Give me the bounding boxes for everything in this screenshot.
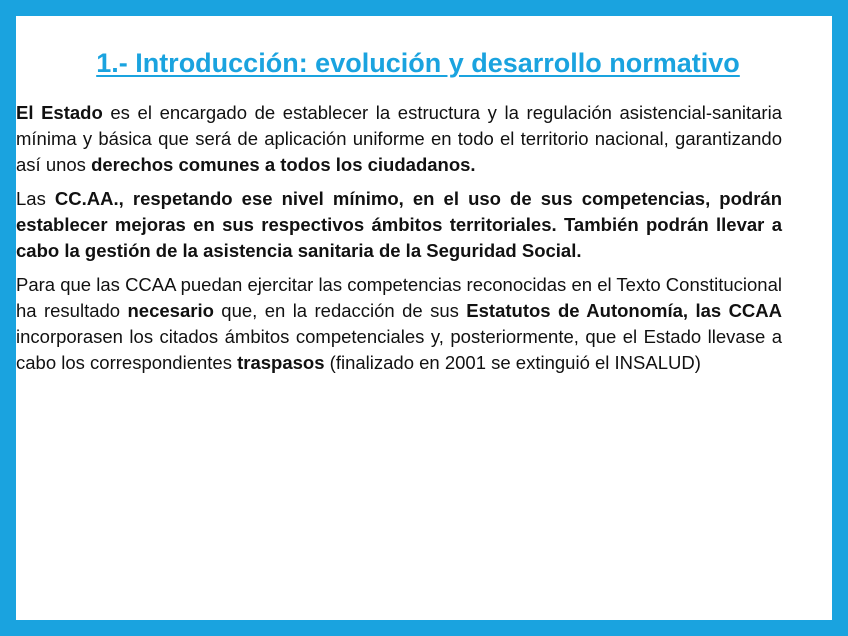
text-bold: traspasos [237, 352, 325, 373]
text-bold: El Estado [16, 102, 103, 123]
text: (finalizado en 2001 se extinguió el INSALUD) [324, 352, 701, 373]
text: Las [16, 188, 55, 209]
text: incorporasen los citados ámbitos competenciales y, posteriormente, que el Estado llevase a cabo los correspondientes [16, 326, 782, 373]
text-bold: CC.AA., respetando ese nivel mínimo, en el uso de sus competencias, podrán establecer mejoras en sus respectivos ámbitos territoriales. También podrán llevar a cabo la gestión de la asistencia sanitaria de la Seguridad Social. [16, 188, 782, 261]
text-bold: Estatutos de Autonomía, las CCAA [466, 300, 783, 321]
paragraph-ccaa [16, 186, 782, 264]
slide-title: 1.- Introducción: evolución y desarrollo normativo [96, 48, 740, 78]
paragraph-competencias [16, 272, 782, 376]
text: que, en la redacción de sus [213, 300, 467, 321]
text-bold: necesario [127, 300, 214, 321]
text: Para que las CCAA puedan ejercitar las competencias reconocidas en el Texto Constitucional ha resultado [16, 274, 782, 321]
paragraph-estado [16, 100, 782, 178]
slide-body [16, 100, 782, 384]
text-bold: derechos comunes a todos los ciudadanos. [91, 154, 476, 175]
text: es el encargado de establecer la estructura y la regulación asistencial-sanitaria mínima y básica que será de aplicación uniforme en todo el territorio nacional, garantizando así unos [16, 102, 782, 175]
